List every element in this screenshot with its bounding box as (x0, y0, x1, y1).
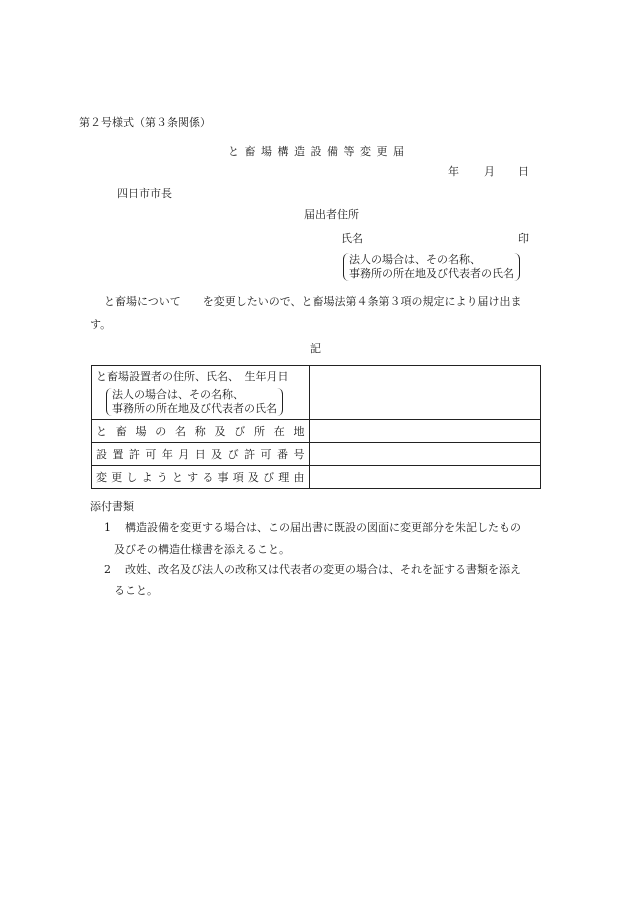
date-year-label: 年 (448, 165, 459, 178)
table-row (92, 443, 541, 466)
form-number: 第２号様式（第３条関係） (79, 116, 211, 129)
attachments-heading: 添付書類 (90, 500, 134, 513)
table-row-label-text: 設 置 許 可 年 月 日 及 び 許 可 番 号 (96, 448, 305, 461)
ki-heading: 記 (310, 342, 321, 355)
table-row-value-field[interactable] (309, 420, 540, 443)
table-row (92, 420, 541, 443)
attachment-item-1-line1: 構造設備を変更する場合は、この届出書に既設の図面に変更部分を朱記したもの (125, 521, 521, 534)
table-row-label (92, 420, 310, 443)
attachment-item-2-line1: 改姓、改名及び法人の改称又は代表者の変更の場合は、それを証する書類を添え (125, 563, 521, 576)
attachment-item-1-line2: 及びその構造仕様書を添えること。 (114, 543, 290, 556)
body-text-line1: と畜場について を変更したいので、と畜場法第４条第３項の規定により届け出ま (104, 295, 522, 308)
date-month-label: 月 (484, 165, 495, 178)
table-row-note-line2: 事務所の所在地及び代表者の氏名 (112, 401, 277, 415)
table-row-label (92, 366, 310, 420)
attachment-item-1-number: 1 (104, 521, 111, 534)
body-text-line2: す。 (90, 318, 112, 331)
applicant-name-label: 氏名 (341, 232, 363, 245)
date-day-label: 日 (518, 165, 529, 178)
corporate-note-line2: 事務所の所在地及び代表者の氏名 (349, 267, 514, 280)
table-row-note (106, 388, 283, 416)
table-row (92, 466, 541, 489)
table-row-label-text: と畜場設置者の住所、氏名、 生年月日 (96, 369, 289, 383)
table-row-value-field[interactable] (309, 466, 540, 489)
attachment-item-2-number: 2 (104, 563, 111, 576)
table-row-value-field[interactable] (309, 366, 540, 420)
applicant-address-label: 届出者住所 (304, 208, 359, 221)
corporate-note (343, 253, 520, 281)
form-title: と畜場構造設備等変更届 (228, 145, 410, 158)
table-row (92, 366, 541, 420)
table-row-label-text: と 畜 場 の 名 称 及 び 所 在 地 (96, 425, 305, 438)
table-row-value-field[interactable] (309, 443, 540, 466)
addressee: 四日市市長 (117, 187, 172, 200)
table-row-label (92, 443, 310, 466)
corporate-note-line1: 法人の場合は、その名称、 (349, 253, 481, 266)
record-table (91, 365, 541, 489)
table-row-label-text: 変 更 し よ う と す る 事 項 及 び 理 由 (96, 471, 305, 484)
seal-label: 印 (518, 232, 529, 245)
attachment-item-2-line2: ること。 (114, 584, 158, 597)
table-row-label (92, 466, 310, 489)
table-row-note-line1: 法人の場合は、その名称、 (112, 387, 244, 401)
